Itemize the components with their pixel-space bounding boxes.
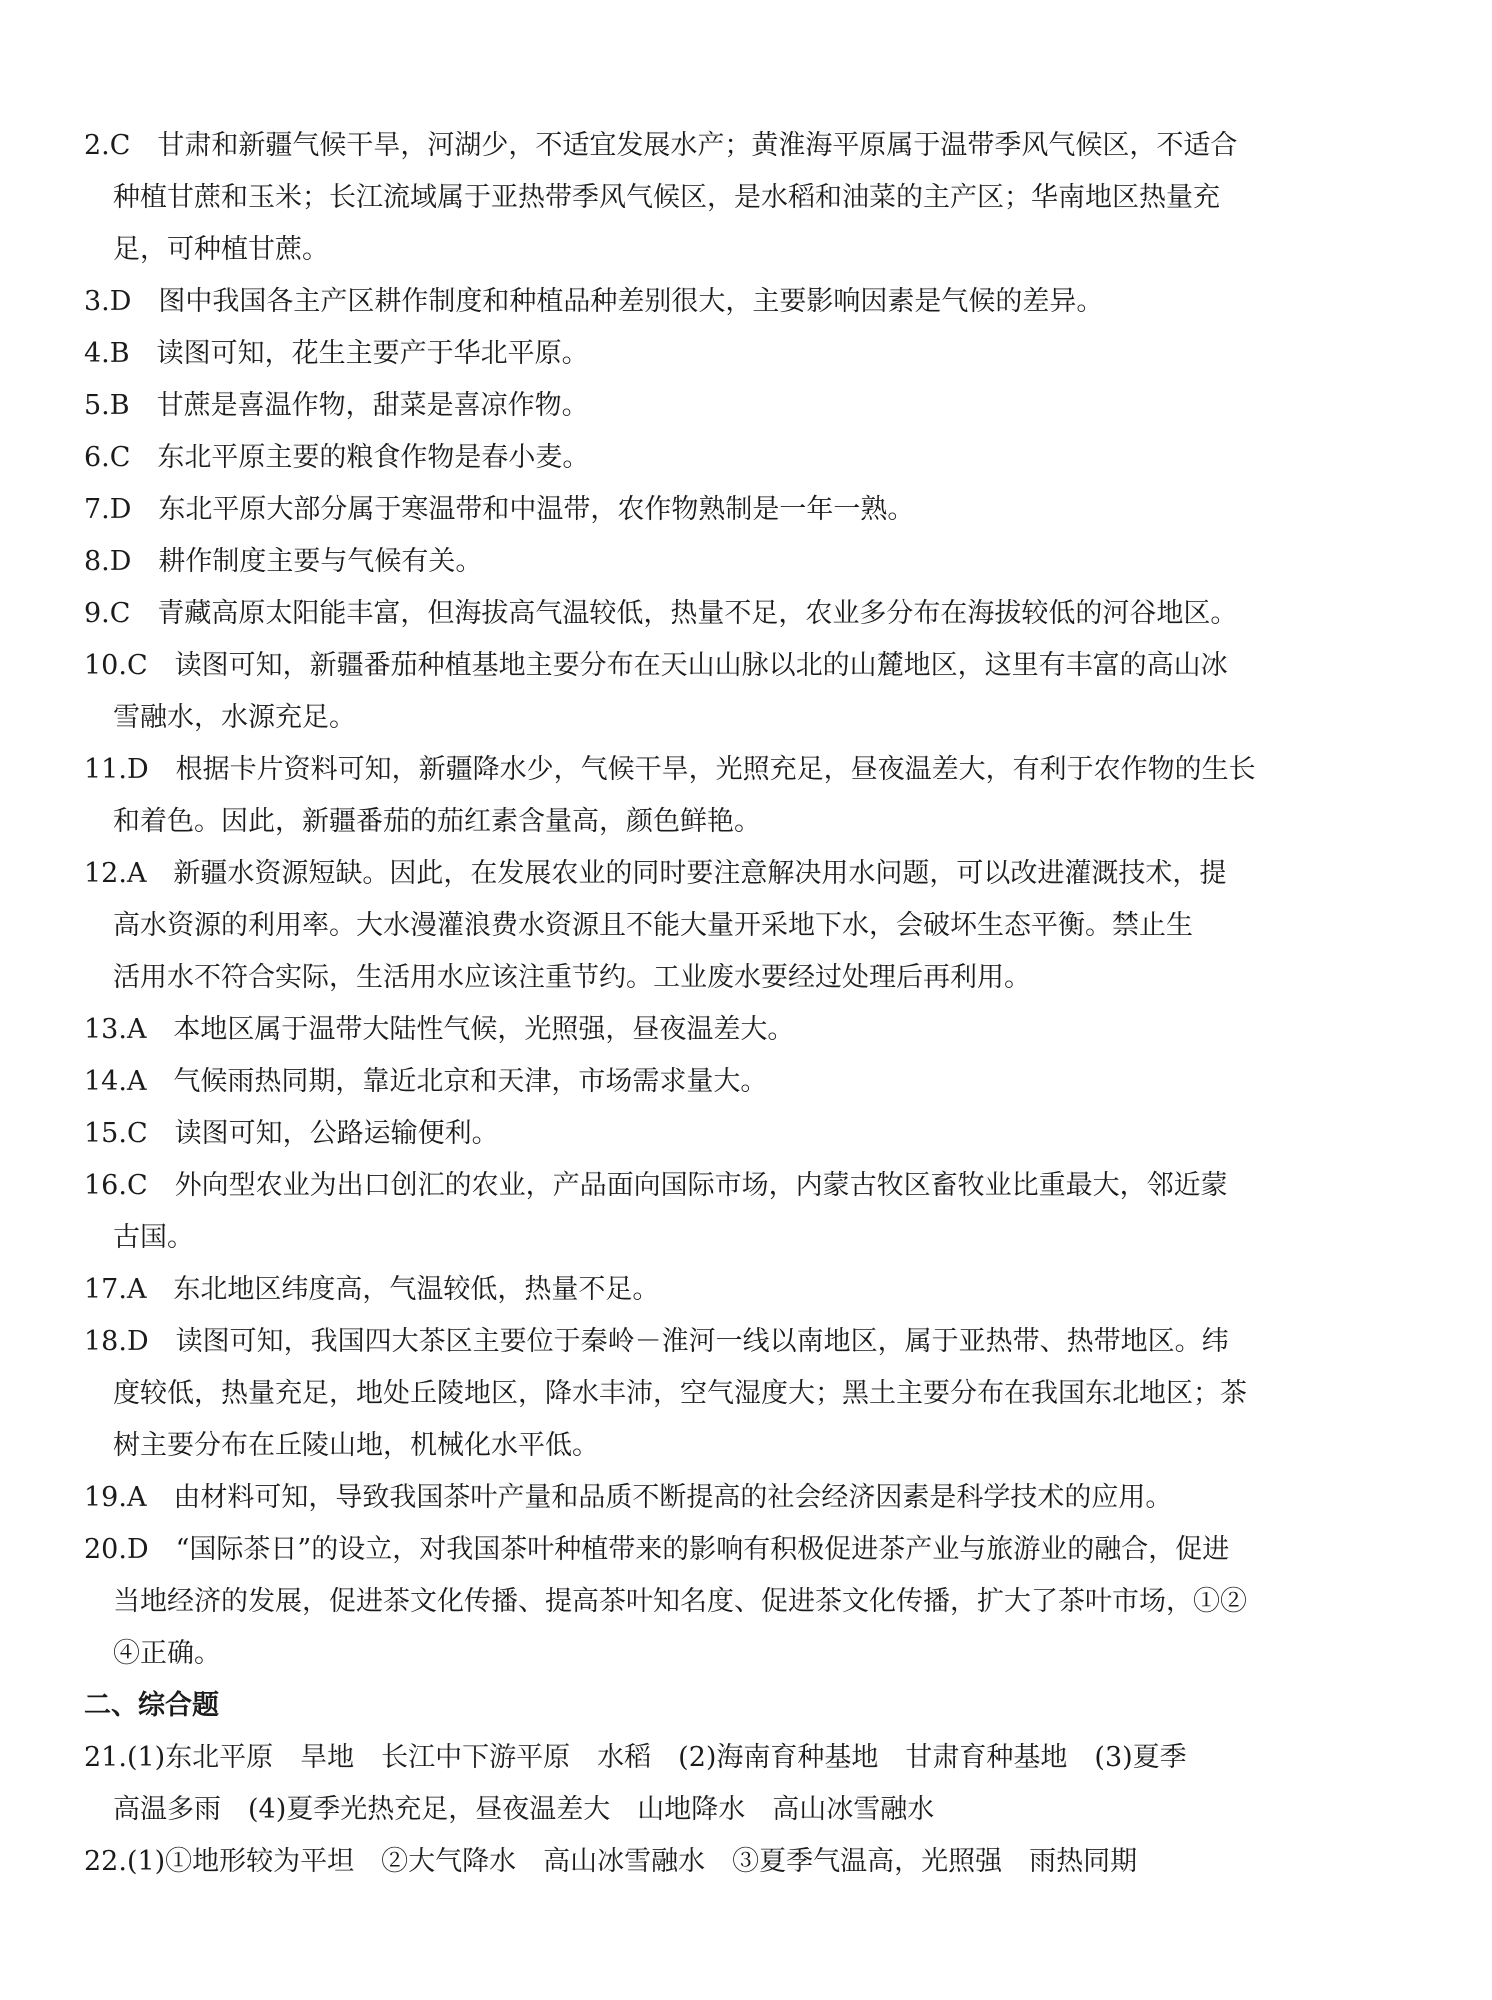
answer-18-line-3: 树主要分布在丘陵山地，机械化水平低。 bbox=[113, 1430, 599, 1461]
answer-7: 7.D 东北平原大部分属于寒温带和中温带，农作物熟制是一年一熟。 bbox=[84, 494, 915, 525]
answer-9: 9.C 青藏高原太阳能丰富，但海拔高气温较低，热量不足，农业多分布在海拔较低的河谷地区。 bbox=[84, 598, 1238, 629]
answer-21-line-1: 21.(1)东北平原 旱地 长江中下游平原 水稻 (2)海南育种基地 甘肃育种基地 (3)夏季 bbox=[84, 1742, 1187, 1773]
section-heading: 二、综合题 bbox=[84, 1690, 219, 1721]
answer-12-line-3: 活用水不符合实际，生活用水应该注重节约。工业废水要经过处理后再利用。 bbox=[113, 962, 1031, 993]
answer-12-line-2: 高水资源的利用率。大水漫灌浪费水资源且不能大量开采地下水，会破坏生态平衡。禁止生 bbox=[113, 910, 1193, 941]
answer-20-line-1: 20.D “国际茶日”的设立，对我国茶叶种植带来的影响有积极促进茶产业与旅游业的融合，促进 bbox=[84, 1534, 1230, 1565]
answer-18-line-1: 18.D 读图可知，我国四大茶区主要位于秦岭－淮河一线以南地区，属于亚热带、热带地区。纬 bbox=[84, 1326, 1229, 1357]
answer-10-line-2: 雪融水，水源充足。 bbox=[113, 702, 356, 733]
answer-19: 19.A 由材料可知，导致我国茶叶产量和品质不断提高的社会经济因素是科学技术的应用。 bbox=[84, 1482, 1173, 1513]
answer-18-line-2: 度较低，热量充足，地处丘陵地区，降水丰沛，空气湿度大；黑土主要分布在我国东北地区；茶 bbox=[113, 1378, 1247, 1409]
answer-2-line-2: 种植甘蔗和玉米；长江流域属于亚热带季风气候区，是水稻和油菜的主产区；华南地区热量充 bbox=[113, 182, 1220, 213]
answer-22-line-1: 22.(1)①地形较为平坦 ②大气降水 高山冰雪融水 ③夏季气温高，光照强 雨热同期 bbox=[84, 1846, 1138, 1877]
answer-5: 5.B 甘蔗是喜温作物，甜菜是喜凉作物。 bbox=[84, 390, 589, 421]
answer-14: 14.A 气候雨热同期，靠近北京和天津，市场需求量大。 bbox=[84, 1066, 768, 1097]
answer-21-line-2: 高温多雨 (4)夏季光热充足，昼夜温差大 山地降水 高山冰雪融水 bbox=[113, 1794, 935, 1825]
answer-11-line-2: 和着色。因此，新疆番茄的茄红素含量高，颜色鲜艳。 bbox=[113, 806, 761, 837]
answer-2-line-3: 足，可种植甘蔗。 bbox=[113, 234, 329, 265]
answer-15: 15.C 读图可知，公路运输便利。 bbox=[84, 1118, 499, 1149]
answer-3: 3.D 图中我国各主产区耕作制度和种植品种差别很大，主要影响因素是气候的差异。 bbox=[84, 286, 1104, 317]
answer-20-line-2: 当地经济的发展，促进茶文化传播、提高茶叶知名度、促进茶文化传播，扩大了茶叶市场，①② bbox=[113, 1586, 1247, 1617]
answer-6: 6.C 东北平原主要的粮食作物是春小麦。 bbox=[84, 442, 590, 473]
answer-16-line-1: 16.C 外向型农业为出口创汇的农业，产品面向国际市场，内蒙古牧区畜牧业比重最大，邻近蒙 bbox=[84, 1170, 1228, 1201]
answer-17: 17.A 东北地区纬度高，气温较低，热量不足。 bbox=[84, 1274, 660, 1305]
answer-11-line-1: 11.D 根据卡片资料可知，新疆降水少，气候干旱，光照充足，昼夜温差大，有利于农作物的生长 bbox=[84, 754, 1256, 785]
answer-13: 13.A 本地区属于温带大陆性气候，光照强，昼夜温差大。 bbox=[84, 1014, 795, 1045]
answer-12-line-1: 12.A 新疆水资源短缺。因此，在发展农业的同时要注意解决用水问题，可以改进灌溉技术，提 bbox=[84, 858, 1227, 889]
answer-20-line-3: ④正确。 bbox=[113, 1638, 221, 1669]
answer-8: 8.D 耕作制度主要与气候有关。 bbox=[84, 546, 483, 577]
answer-4: 4.B 读图可知，花生主要产于华北平原。 bbox=[84, 338, 589, 369]
answer-16-line-2: 古国。 bbox=[113, 1222, 194, 1253]
answer-10-line-1: 10.C 读图可知，新疆番茄种植基地主要分布在天山山脉以北的山麓地区，这里有丰富的高山冰 bbox=[84, 650, 1228, 681]
answer-2-line-1: 2.C 甘肃和新疆气候干旱，河湖少，不适宜发展水产；黄淮海平原属于温带季风气候区，不适合 bbox=[84, 130, 1238, 161]
